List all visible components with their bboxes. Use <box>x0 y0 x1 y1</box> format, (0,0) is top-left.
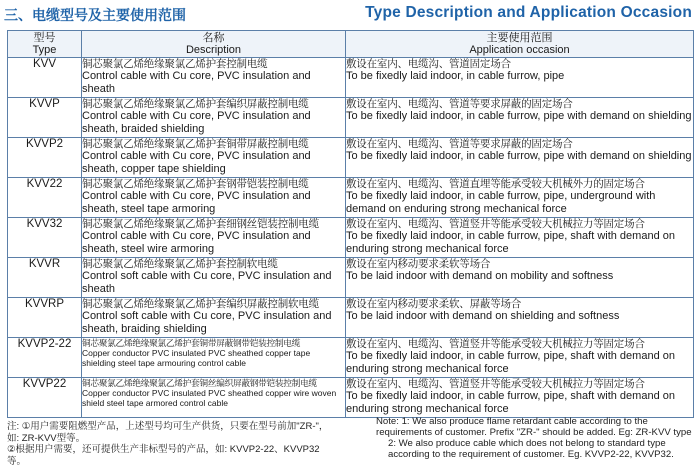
application-cn: 敷设在室内、电缆沟、管道等要求屏蔽的固定场合 <box>346 138 573 150</box>
table-row <box>8 218 694 258</box>
application-cn: 敷设在室内、电缆沟、管道等要求屏蔽的固定场合 <box>346 98 573 110</box>
notes-cn <box>7 421 367 467</box>
type-cell: KVV22 <box>8 178 82 218</box>
application-en: To be fixedly laid indoor, in cable furrow, pipe, shaft with demand on enduring strong mechanical force <box>346 350 675 375</box>
type-cell: KVVP2-22 <box>8 338 82 378</box>
table-row <box>8 378 694 418</box>
description-cell <box>82 138 346 178</box>
application-cell <box>346 178 694 218</box>
description-cn: 铜芯聚氯乙烯绝缘聚氯乙烯护套控制电缆 <box>82 58 268 70</box>
description-cell <box>82 338 346 378</box>
application-cn: 敷设在室内、电缆沟、管道固定场合 <box>346 58 511 70</box>
description-cell <box>82 298 346 338</box>
note-cn-1b: 如: ZR-KVV型等。 <box>7 432 86 444</box>
application-cell <box>346 98 694 138</box>
table-row <box>8 98 694 138</box>
application-header-cn: 主要使用范围 <box>486 32 553 44</box>
application-cell <box>346 378 694 418</box>
application-cell <box>346 138 694 178</box>
type-column-header <box>8 31 82 58</box>
section-title-cn: 三、电缆型号及主要使用范围 <box>4 7 186 23</box>
description-cell <box>82 178 346 218</box>
application-cn: 敷设在室内、电缆沟、管道竖井等能承受较大机械拉力等固定场合 <box>346 338 645 350</box>
section-title-en: Type Description and Application Occasion <box>365 4 692 21</box>
description-cn: 铜芯聚氯乙烯绝缘聚氯乙烯护套铜带屏蔽控制电缆 <box>82 138 309 150</box>
type-cell: KVVR <box>8 258 82 298</box>
description-en: Control soft cable with Cu core, PVC insulation and sheath, braiding shielding <box>82 310 332 335</box>
type-cell: KVV <box>8 58 82 98</box>
description-cn: 铜芯聚氯乙烯绝缘聚氯乙烯护套铜丝编织屏蔽钢带铠装控制电缆 <box>82 378 317 388</box>
table-row <box>8 338 694 378</box>
note-cn-1: 注: ①用户需要阻燃型产品，上述型号均可生产供货，只要在型号前加"ZR-"， <box>7 421 329 432</box>
application-cell <box>346 258 694 298</box>
section-header <box>0 0 700 26</box>
description-en: Control cable with Cu core, PVC insulation and sheath <box>82 70 311 95</box>
description-en: Control cable with Cu core, PVC insulation and sheath, copper tape shielding <box>82 150 311 175</box>
description-en: Control cable with Cu core, PVC insulation and sheath, steel tape armoring <box>82 190 311 215</box>
description-cn: 铜芯聚氯乙烯绝缘聚氯乙烯护套编织屏蔽控制电缆 <box>82 98 309 110</box>
application-en: To be fixedly laid indoor, in cable furrow, pipe, shaft with demand on enduring strong mechanical force <box>346 390 675 415</box>
description-en: Copper conductor PVC insulated PVC sheathed copper wire woven shield steel tape armored control cable <box>82 388 337 408</box>
description-en: Control cable with Cu core, PVC insulation and sheath, steel wire armoring <box>82 230 311 255</box>
description-cell <box>82 218 346 258</box>
cable-type-table <box>7 30 694 418</box>
application-en: To be fixedly laid indoor, in cable furrow, pipe <box>346 70 565 82</box>
type-cell: KVVP22 <box>8 378 82 418</box>
description-cell <box>82 378 346 418</box>
application-en: To be laid indoor with demand on shielding and softness <box>346 310 620 322</box>
application-en: To be fixedly laid indoor, in cable furrow, pipe, shaft with demand on enduring strong mechanical force <box>346 230 675 255</box>
description-cn: 铜芯聚氯乙烯绝缘聚氯乙烯护套铜带屏蔽钢带铠装控制电缆 <box>82 338 301 348</box>
application-cell <box>346 58 694 98</box>
type-cell: KVVP2 <box>8 138 82 178</box>
application-cell <box>346 298 694 338</box>
table-row <box>8 178 694 218</box>
application-cn: 敷设在室内移动要求柔软、屏蔽等场合 <box>346 298 522 310</box>
application-column-header <box>346 31 694 58</box>
type-cell: KVVP <box>8 98 82 138</box>
type-cell: KVVRP <box>8 298 82 338</box>
notes-en <box>376 416 694 460</box>
table-row <box>8 258 694 298</box>
application-en: To be fixedly laid indoor, in cable furrow, pipe, underground with demand on enduring strong mechanical force <box>346 190 656 215</box>
description-cell <box>82 258 346 298</box>
description-column-header <box>82 31 346 58</box>
description-cn: 铜芯聚氯乙烯绝缘聚氯乙烯护套控制软电缆 <box>82 258 278 270</box>
description-en: Copper conductor PVC insulated PVC sheathed copper tape shielding steel tape armouring control cable <box>82 348 311 368</box>
description-cell <box>82 58 346 98</box>
table-row <box>8 298 694 338</box>
note-cn-2: ②根据用户需要，还可提供生产非标型号的产品，如: KVVP2-22、KVVP32 <box>7 444 320 455</box>
description-cn: 铜芯聚氯乙烯绝缘聚氯乙烯护套钢带铠装控制电缆 <box>82 178 309 190</box>
type-cell: KVV32 <box>8 218 82 258</box>
note-en-2: 2: We also produce cable which does not belong to standard type according to the requirement of customer. Eg. KVVP2-22, KVVP32. <box>388 438 674 460</box>
table-header-row <box>8 31 694 58</box>
application-header-en: Application occasion <box>469 44 570 56</box>
description-en: Control soft cable with Cu core, PVC insulation and sheath <box>82 270 332 295</box>
type-header-en: Type <box>32 44 57 56</box>
application-cn: 敷设在室内、电缆沟、管道直埋等能承受较大机械外力的固定场合 <box>346 178 645 190</box>
application-cn: 敷设在室内、电缆沟、管道竖井等能承受较大机械拉力等固定场合 <box>346 378 645 390</box>
table-row <box>8 58 694 98</box>
description-cn: 铜芯聚氯乙烯绝缘聚氯乙烯护套编织屏蔽控制软电缆 <box>82 298 319 310</box>
application-cell <box>346 338 694 378</box>
note-cn-2b: 等。 <box>7 455 27 467</box>
application-cell <box>346 218 694 258</box>
description-header-en: Description <box>185 44 242 56</box>
application-en: To be fixedly laid indoor, in cable furrow, pipe with demand on shielding <box>346 110 692 122</box>
note-en-1: Note: 1: We also produce flame retardant cable according to the requirements of customer. Prefix "ZR-" should be added. Eg: ZR-KVV type <box>376 416 692 438</box>
application-en: To be fixedly laid indoor, in cable furrow, pipe with demand on shielding <box>346 150 692 162</box>
application-cn: 敷设在室内、电缆沟、管道竖井等能承受较大机械拉力等固定场合 <box>346 218 645 230</box>
type-header-cn: 型号 <box>33 32 56 44</box>
description-cn: 铜芯聚氯乙烯绝缘聚氯乙烯护套细钢丝铠装控制电缆 <box>82 218 319 230</box>
description-cell <box>82 98 346 138</box>
description-header-cn: 名称 <box>202 32 225 44</box>
application-en: To be laid indoor with demand on mobility and softness <box>346 270 614 282</box>
application-cn: 敷设在室内移动要求柔软等场合 <box>346 258 491 270</box>
description-en: Control cable with Cu core, PVC insulation and sheath, braided shielding <box>82 110 311 135</box>
table-row <box>8 138 694 178</box>
